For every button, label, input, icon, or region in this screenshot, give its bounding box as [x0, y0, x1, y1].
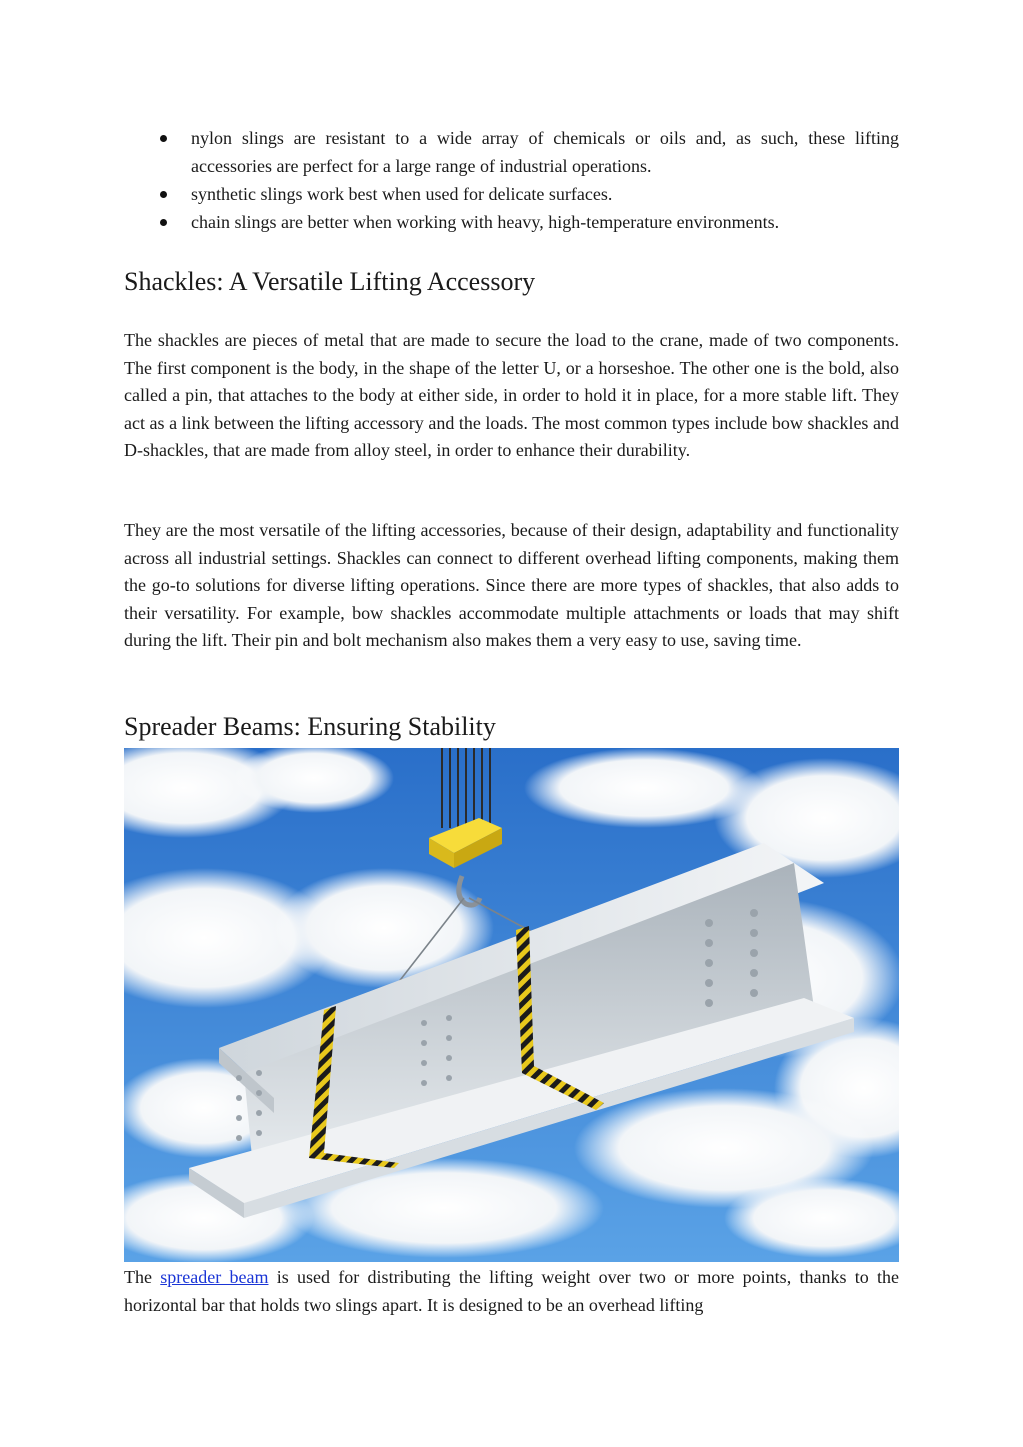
- shackles-heading: Shackles: A Versatile Lifting Accessory: [124, 267, 536, 296]
- sling-types-list: [124, 124, 899, 236]
- list-item-text: synthetic slings work best when used for delicate surfaces.: [191, 184, 613, 204]
- paragraph-text-end: is used for distributing the lifting weight over two or more points, thanks to the horizontal bar that holds two slings apart. It is designed to be an overhead lifting: [124, 1267, 899, 1315]
- paragraph-text-start: The: [124, 1267, 161, 1287]
- spreader-beam-link[interactable]: spreader beam: [160, 1267, 269, 1287]
- list-item: [124, 180, 899, 208]
- bullet-icon: [160, 135, 167, 142]
- bullet-icon: [160, 191, 167, 198]
- list-item-text: nylon slings are resistant to a wide array of chemicals or oils and, as such, these lifting accessories are perfect for a large range of industrial operations.: [191, 128, 899, 176]
- spreader-beams-heading: Spreader Beams: Ensuring Stability: [124, 712, 496, 741]
- shackles-paragraph-2: They are the most versatile of the lifting accessories, because of their design, adaptability and functionality across all industrial settings. Shackles can connect to different overhead lifting components, making them the go-to solutions for diverse lifting operations. Since there are more types of shackles, that also adds to their versatility. For example, bow shackles accommodate multiple attachments or loads that may shift during the lift. Their pin and bolt mechanism also makes them a very easy to use, saving time.: [124, 520, 899, 651]
- list-item: [124, 124, 899, 180]
- list-item-text: chain slings are better when working with heavy, high-temperature environments.: [191, 212, 780, 232]
- spreader-beam-paragraph: [124, 1264, 899, 1319]
- shackles-paragraph-1: The shackles are pieces of metal that are made to secure the load to the crane, made of two components. The first component is the body, in the shape of the letter U, or a horseshoe. The other one is the bold, also called a pin, that attaches to the body at either side, in order to hold it in place, for a more stable lift. They act as a link between the lifting accessory and the loads. The most common types include bow shackles and D-shackles, that are made from alloy steel, in order to enhance their durability.: [124, 330, 899, 461]
- spreader-beam-photo: [124, 748, 899, 1262]
- bullet-icon: [160, 219, 167, 226]
- list-item: [124, 208, 899, 236]
